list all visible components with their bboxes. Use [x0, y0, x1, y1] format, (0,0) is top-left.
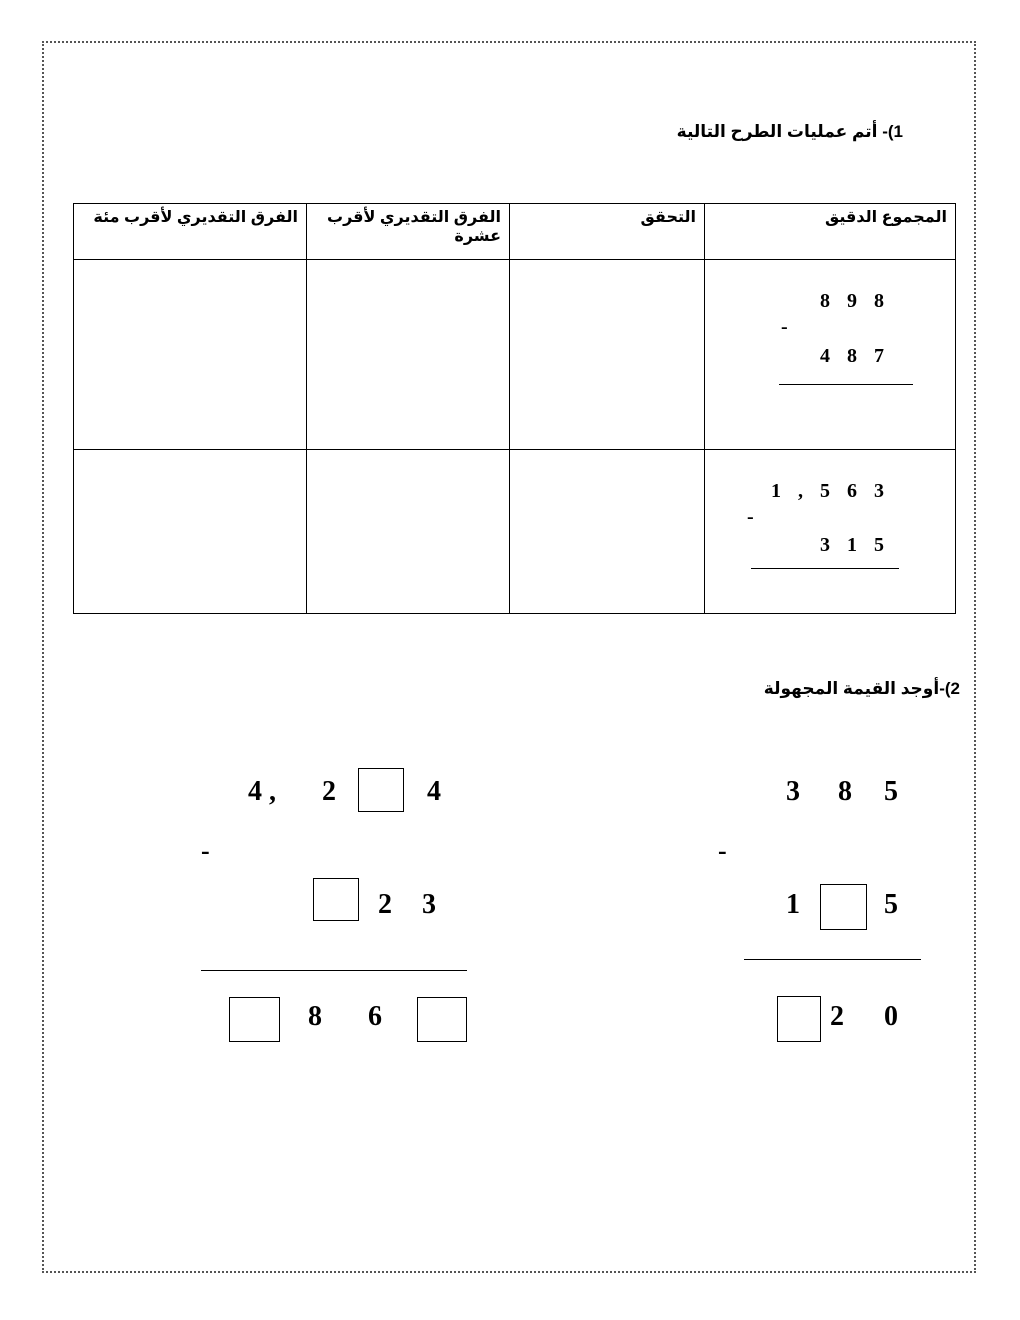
right-top-digit-1: 3 — [786, 776, 800, 807]
right-top-digit-2: 8 — [838, 776, 852, 807]
left-result-blank-box-2[interactable] — [417, 997, 467, 1042]
problem-2-answer-line — [751, 568, 899, 569]
left-middle-tens: 2 — [378, 889, 392, 920]
exact-cell-2 — [705, 449, 956, 613]
problem-1-minus: - — [781, 316, 788, 339]
right-answer-line — [744, 959, 921, 960]
left-answer-line — [201, 970, 467, 971]
question-2-heading: 2)-أوجد القيمة المجهولة — [763, 679, 960, 698]
right-minus: - — [718, 836, 727, 865]
left-top-blank-box[interactable] — [358, 768, 404, 812]
header-estimate-hundred: الفرق التقديري لأقرب مئة — [74, 204, 307, 260]
left-top-thousands: 4 , — [248, 776, 276, 807]
table-row — [74, 260, 956, 449]
left-minus: - — [201, 836, 210, 865]
left-middle-ones: 3 — [422, 889, 436, 920]
table-header-row — [74, 204, 956, 260]
check-cell-1[interactable] — [510, 260, 705, 449]
left-result-digit-8: 8 — [308, 1001, 322, 1032]
estimate-ten-cell-1[interactable] — [307, 260, 510, 449]
problem-2-top: 1 , 5 6 3 — [771, 479, 890, 502]
right-top-digit-3: 5 — [884, 776, 898, 807]
left-result-blank-box-1[interactable] — [229, 997, 280, 1042]
exact-cell-1 — [705, 260, 956, 449]
table-row — [74, 449, 956, 613]
right-result-blank-box[interactable] — [777, 996, 821, 1042]
estimate-hundred-cell-1[interactable] — [74, 260, 307, 449]
problem-1-top: 8 9 8 — [820, 290, 890, 313]
problem-1-answer-line — [779, 384, 913, 385]
problem-1-bottom: 4 8 7 — [820, 345, 890, 368]
right-middle-digit-1: 1 — [786, 889, 800, 920]
subtraction-table — [73, 203, 956, 614]
right-middle-blank-box[interactable] — [820, 884, 867, 930]
header-check: التحقق — [510, 204, 705, 260]
left-result-digit-6: 6 — [368, 1001, 382, 1032]
estimate-hundred-cell-2[interactable] — [74, 449, 307, 613]
left-top-ones: 4 — [427, 776, 441, 807]
left-middle-blank-box[interactable] — [313, 878, 359, 921]
problem-2-minus: - — [747, 505, 754, 528]
problem-2-bottom: 3 1 5 — [820, 533, 890, 556]
question-1-heading: 1)- أتم عمليات الطرح التالية — [676, 122, 903, 141]
header-exact: المجموع الدقيق — [705, 204, 956, 260]
right-middle-digit-3: 5 — [884, 889, 898, 920]
estimate-ten-cell-2[interactable] — [307, 449, 510, 613]
check-cell-2[interactable] — [510, 449, 705, 613]
left-top-hundreds: 2 — [322, 776, 336, 807]
right-result-digit-2: 2 — [830, 1001, 844, 1032]
header-estimate-ten: الفرق التقديري لأقرب عشرة — [307, 204, 510, 260]
right-result-digit-3: 0 — [884, 1001, 898, 1032]
